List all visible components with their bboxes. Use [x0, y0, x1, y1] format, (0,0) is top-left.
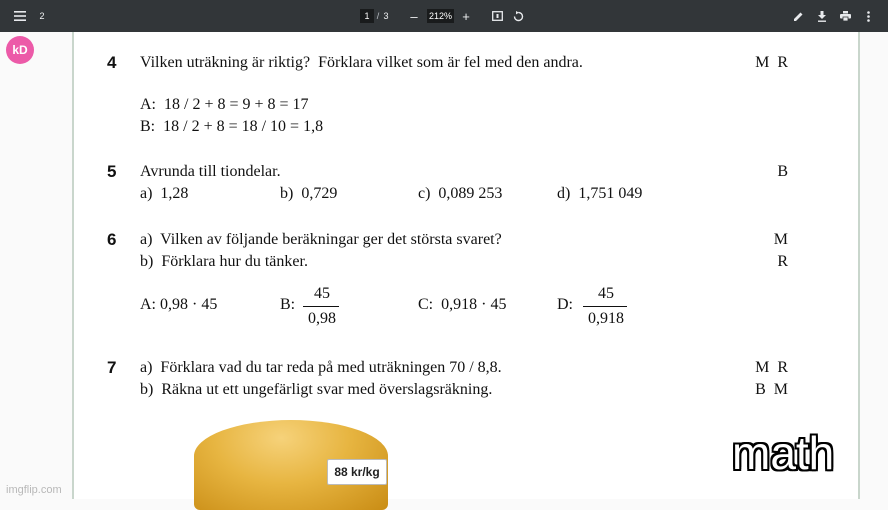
- page-number-input[interactable]: 1: [360, 9, 374, 23]
- skill-code: M R: [755, 54, 788, 71]
- question-text: B: 18 / 2 + 8 = 18 / 10 = 1,8: [140, 118, 324, 135]
- more-vert-icon[interactable]: [860, 0, 876, 32]
- question-number: 5: [107, 162, 117, 181]
- question-text: A: 18 / 2 + 8 = 9 + 8 = 17: [140, 96, 309, 113]
- skill-code: B: [777, 163, 788, 180]
- question-text: Vilken uträkning är riktig? Förklara vilket som är fel med den andra.: [140, 54, 583, 71]
- fit-page-icon[interactable]: [488, 0, 506, 32]
- answer-option: C: 0,918 · 45: [418, 296, 507, 313]
- question-text: a) Vilken av följande beräkningar ger det största svaret?: [140, 231, 502, 248]
- pdf-toolbar: [0, 0, 888, 32]
- fraction-denominator: 0,918: [588, 310, 624, 327]
- rotate-icon[interactable]: [508, 0, 528, 32]
- viewer-margin-right: [860, 32, 888, 499]
- viewer-margin-left: [0, 32, 72, 499]
- document-title: 2: [39, 11, 45, 21]
- answer-option: a) 1,28: [140, 185, 189, 202]
- fraction-numerator: 45: [598, 285, 614, 302]
- watermark: imgflip.com: [6, 484, 62, 496]
- pen-icon[interactable]: [789, 0, 807, 32]
- answer-option-label: B:: [280, 296, 296, 313]
- price-tag: 88 kr/kg: [327, 459, 387, 485]
- print-icon[interactable]: [836, 0, 854, 32]
- zoom-level-input[interactable]: 212%: [428, 11, 453, 21]
- meme-caption: math: [732, 427, 835, 479]
- page-separator: /: [376, 11, 380, 21]
- fraction-denominator: 0,98: [308, 310, 336, 327]
- fraction-numerator: 45: [314, 285, 330, 302]
- download-icon[interactable]: [813, 0, 831, 32]
- answer-option: d) 1,751 049: [557, 185, 643, 202]
- skill-code: B M: [755, 381, 788, 398]
- brand-logo-icon: kD: [6, 36, 34, 64]
- fraction-bar: [303, 306, 339, 307]
- skill-code: R: [777, 253, 788, 270]
- question-number: 6: [107, 230, 117, 249]
- zoom-out-button[interactable]: –: [410, 8, 418, 24]
- menu-icon[interactable]: [8, 0, 32, 32]
- question-text: Avrunda till tiondelar.: [140, 163, 281, 180]
- answer-option: A: 0,98 · 45: [140, 296, 218, 313]
- zoom-in-button[interactable]: +: [462, 8, 470, 24]
- total-pages: 3: [383, 11, 389, 21]
- skill-code: M: [773, 231, 788, 248]
- question-number: 4: [107, 53, 117, 72]
- skill-code: M R: [755, 359, 788, 376]
- question-number: 7: [107, 358, 117, 377]
- answer-option: c) 0,089 253: [418, 185, 503, 202]
- answer-option: b) 0,729: [280, 185, 338, 202]
- question-text: b) Räkna ut ett ungefärligt svar med överslagsräkning.: [140, 381, 493, 398]
- question-text: b) Förklara hur du tänker.: [140, 253, 308, 270]
- fraction-bar: [583, 306, 627, 307]
- question-text: a) Förklara vad du tar reda på med uträkningen 70 / 8,8.: [140, 359, 502, 376]
- answer-option-label: D:: [557, 296, 573, 313]
